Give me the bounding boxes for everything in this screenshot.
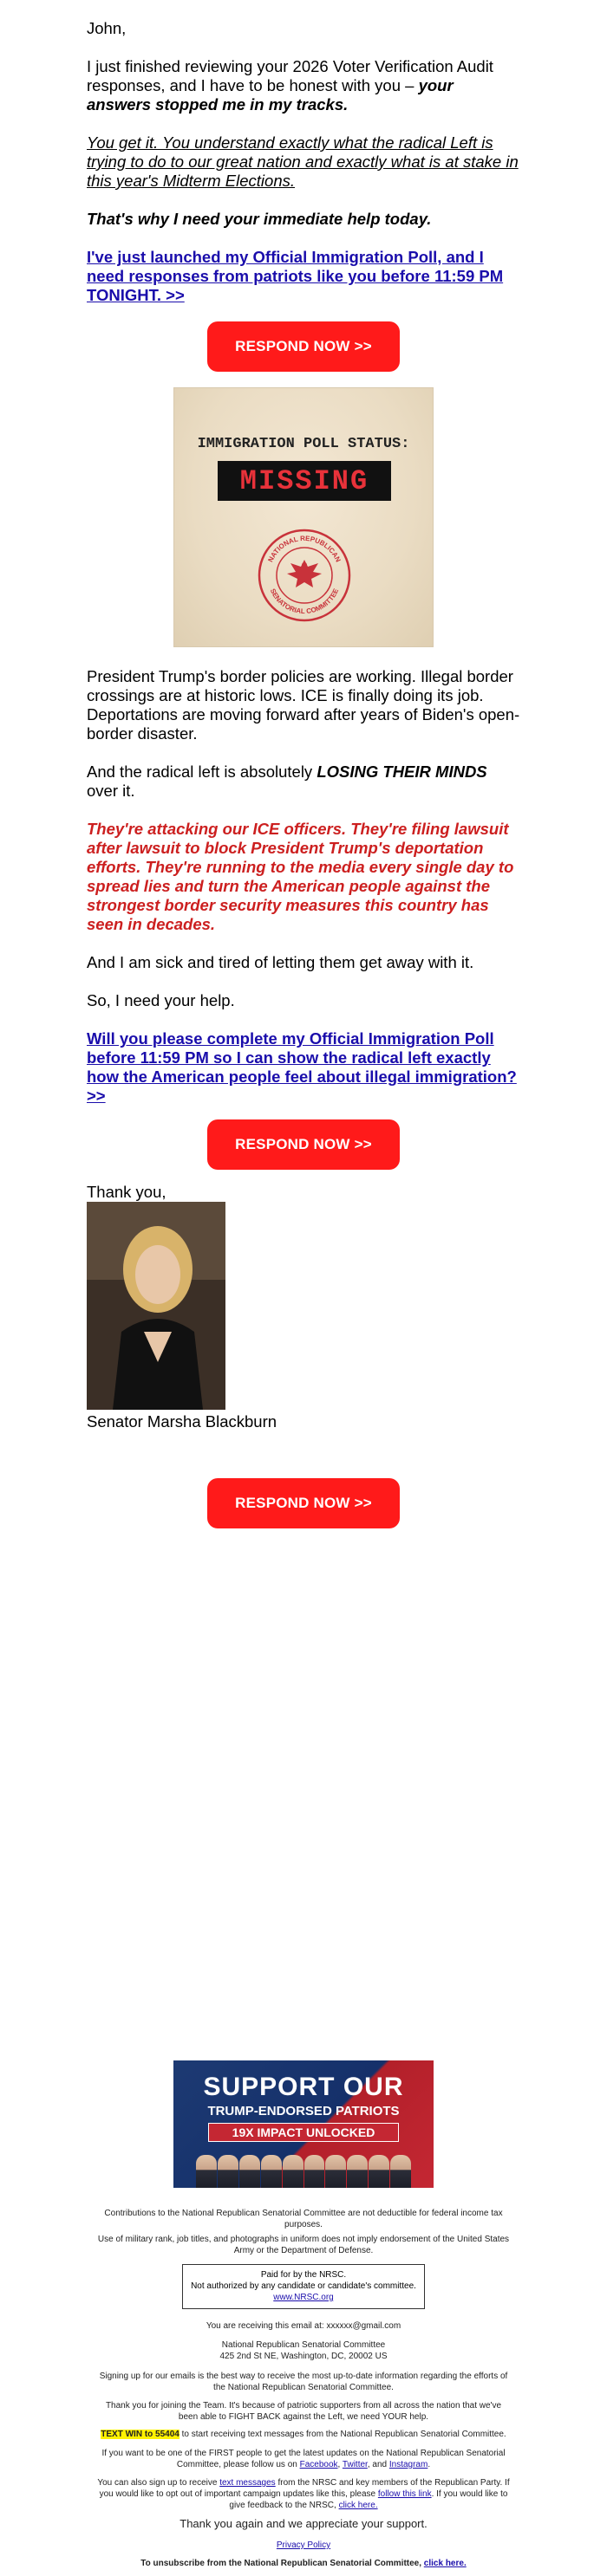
- footer-thanks-team: Thank you for joining the Team. It's because of patriotic supporters from all across the nation that we've been able to FIGHT BACK against the Left, we need YOUR help.: [105, 2401, 502, 2422]
- social-comma: ,: [337, 2460, 343, 2469]
- poll-link-2[interactable]: Will you please complete my Official Immigration Poll before 11:59 PM so I can show the radical left exactly how the American people feel about illegal immigration? >>: [87, 1029, 517, 1105]
- svg-text:SENATORIAL COMMITTEE: [269, 587, 341, 615]
- paragraph-need-help: So, I need your help.: [87, 991, 235, 1009]
- losing-minds-tail: over it.: [87, 782, 135, 800]
- paragraph-you-get-it: You get it. You understand exactly what the radical Left is trying to do to our great nation and exactly what is at stake in this year's Midterm Elections.: [87, 133, 519, 190]
- social-intro: If you want to be one of the FIRST people to get the latest updates on the National Republican Senatorial Committee, please follow us on: [101, 2449, 506, 2469]
- immigration-poll-status-image[interactable]: [173, 387, 434, 647]
- sms-middle-2: . If you would like to give feedback to the NRSC,: [229, 2489, 508, 2510]
- footer-sms-optout: [97, 2477, 510, 2511]
- seal-top-text: NATIONAL REPUBLICAN: [266, 534, 343, 564]
- paragraph-audit-emphasis: your answers stopped me in my tracks.: [87, 76, 454, 114]
- respond-now-button-2[interactable]: RESPOND NOW >>: [207, 1119, 400, 1170]
- footer-signup-info: Signing up for our emails is the best way to receive the most up-to-date information regarding the efforts of the National Republican Senatorial Committee.: [99, 2372, 508, 2392]
- paragraph-losing-minds: [87, 762, 520, 801]
- social-and: , and: [367, 2460, 389, 2469]
- opt-out-link[interactable]: follow this link: [377, 2489, 432, 2499]
- footer-military-notice: Use of military rank, job titles, and photographs in uniform does not imply endorsement of the United States Army or the Department of Defense.: [97, 2235, 510, 2255]
- greeting: John,: [87, 19, 127, 37]
- footer-org-name: National Republican Senatorial Committee: [221, 2340, 386, 2350]
- banner-line-2: TRUMP-ENDORSED PATRIOTS: [207, 2104, 400, 2119]
- not-authorized-line: Not authorized by any candidate or candidate's committee.: [191, 2281, 416, 2291]
- instagram-link[interactable]: Instagram: [388, 2460, 428, 2469]
- paragraph-audit-text: I just finished reviewing your 2026 Voter Verification Audit responses, and I have to be honest with you –: [87, 57, 493, 94]
- nrsc-seal-icon: [256, 527, 353, 624]
- paragraph-audit: [87, 57, 520, 114]
- candidate-head: [390, 2155, 411, 2188]
- nrsc-website-link[interactable]: www.NRSC.org: [273, 2293, 334, 2302]
- text-win-highlight: TEXT WIN to 55404: [101, 2430, 179, 2439]
- footer-address: 425 2nd St NE, Washington, DC, 20002 US: [219, 2352, 388, 2361]
- feedback-link[interactable]: click here.: [338, 2501, 378, 2510]
- paragraph-border-policies: President Trump's border policies are working. Illegal border crossings are at historic lows. ICE is finally doing its job. Deportations are moving forward after years of Biden's open-border disaster.: [87, 667, 520, 743]
- signature: Senator Marsha Blackburn: [87, 1412, 277, 1431]
- missing-stamp: [218, 461, 391, 501]
- sms-intro: You can also sign up to receive: [97, 2478, 220, 2488]
- signoff: Thank you,: [87, 1183, 166, 1201]
- footer-social: [97, 2448, 510, 2470]
- candidate-head: [283, 2155, 304, 2188]
- paragraph-immediate-help: That's why I need your immediate help today.: [87, 210, 432, 228]
- twitter-link[interactable]: Twitter: [342, 2460, 368, 2469]
- facebook-link[interactable]: Facebook: [299, 2460, 338, 2469]
- sms-middle: from the NRSC and key members of the Republican Party. If you would like to opt out of important campaign updates like this, please: [99, 2478, 510, 2499]
- unsubscribe-link[interactable]: click here.: [423, 2559, 467, 2568]
- paid-for-box: [182, 2264, 425, 2309]
- candidate-head: [218, 2155, 238, 2188]
- poll-status-title: IMMIGRATION POLL STATUS:: [197, 436, 410, 452]
- seal-bottom-text: SENATORIAL COMMITTEE: [268, 587, 341, 616]
- paid-for-line: Paid for by the NRSC.: [260, 2270, 347, 2280]
- losing-minds-text: And the radical left is absolutely: [87, 762, 317, 781]
- candidate-head: [239, 2155, 260, 2188]
- respond-now-button-1[interactable]: RESPOND NOW >>: [207, 321, 400, 372]
- candidate-head: [369, 2155, 389, 2188]
- social-period: .: [428, 2460, 431, 2469]
- footer-text-win: [97, 2429, 510, 2440]
- poll-link-1[interactable]: I've just launched my Official Immigration Poll, and I need responses from patriots like you before 11:59 PM TONIGHT. >>: [87, 248, 504, 304]
- losing-minds-emphasis: LOSING THEIR MINDS: [317, 762, 487, 781]
- banner-line-1: SUPPORT OUR: [203, 2073, 404, 2101]
- respond-now-button-3[interactable]: RESPOND NOW >>: [207, 1478, 400, 1528]
- paragraph-sick-tired: And I am sick and tired of letting them get away with it.: [87, 953, 474, 971]
- footer-privacy: [97, 2540, 510, 2551]
- text-win-rest: to start receiving text messages from the National Republican Senatorial Committee.: [179, 2430, 506, 2439]
- banner-line-3: 19X IMPACT UNLOCKED: [208, 2123, 399, 2142]
- eagle-icon: [287, 560, 322, 587]
- support-patriots-banner[interactable]: [173, 2060, 434, 2188]
- missing-stamp-text: MISSING: [239, 464, 369, 497]
- candidate-head: [261, 2155, 282, 2188]
- candidate-head: [304, 2155, 325, 2188]
- candidate-head: [347, 2155, 368, 2188]
- candidate-head: [325, 2155, 346, 2188]
- senator-photo: [87, 1202, 225, 1410]
- privacy-policy-link[interactable]: Privacy Policy: [276, 2540, 331, 2550]
- footer-unsubscribe: [97, 2558, 510, 2569]
- banner-candidate-photos: [196, 2155, 411, 2188]
- text-messages-link[interactable]: text messages: [219, 2478, 276, 2488]
- senator-portrait-icon: [87, 1202, 225, 1410]
- candidate-head: [196, 2155, 217, 2188]
- paragraph-attacking-ice: They're attacking our ICE officers. They're filing lawsuit after lawsuit to block President Trump's deportation efforts. They're running to the media every single day to spread lies and turn the American people against the strongest border security measures this country has seen in decades.: [87, 820, 514, 933]
- footer-thank-again: Thank you again and we appreciate your support.: [179, 2517, 428, 2530]
- footer-tax-notice: Contributions to the National Republican Senatorial Committee are not deductible for federal income tax purposes.: [104, 2209, 503, 2229]
- unsubscribe-text: To unsubscribe from the National Republican Senatorial Committee,: [140, 2559, 424, 2568]
- footer-receiving-email: You are receiving this email at: xxxxxx@gmail.com: [206, 2321, 401, 2331]
